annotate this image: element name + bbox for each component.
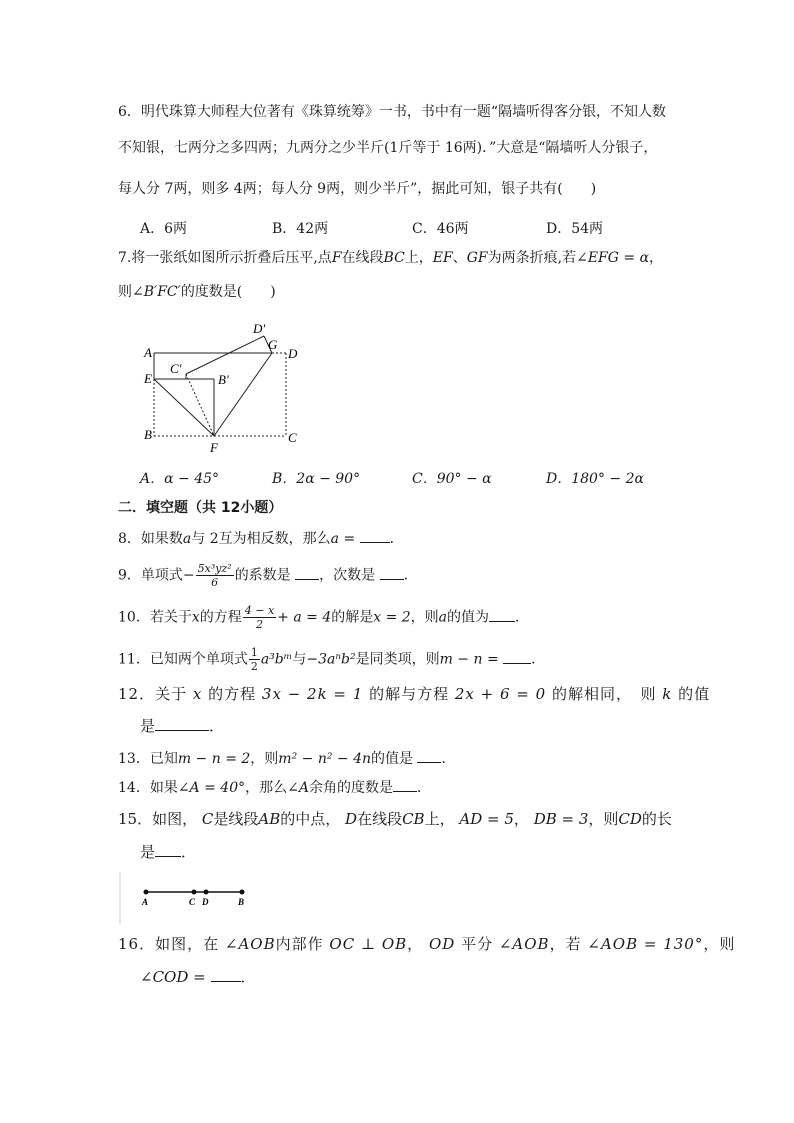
q15-var: CB [402,810,425,828]
q12-line1 [118,684,710,704]
q10 [118,604,529,631]
q10-den: 2 [255,618,263,631]
q10-num: 4 − x [244,604,275,617]
q13 [118,748,455,769]
q8-text: 与 2互为相反数，那么 [191,531,331,547]
label-c: C [189,897,196,907]
label-b: B [238,897,245,907]
q7-fold-figure [140,316,310,456]
q15-segment-figure [118,870,268,926]
q9-text: ，次数是 [319,567,376,584]
q12-expr: 3x − 2k = 1 [261,685,364,703]
q10-expr: + a = 4 [277,609,332,626]
q11-fraction [249,646,260,673]
q14-text: ，那么 [245,780,288,796]
q16-expr: ∠AOB = 130° [587,935,704,953]
label-c: C [288,430,297,445]
q15-text: 的长 [641,810,672,828]
label-g: G [268,337,278,352]
q16-var: OD [428,935,456,953]
label-d-prime: D′ [253,321,266,336]
q10-var: a [438,609,448,626]
q6-line3: 每人分 7两，则多 4两；每人分 9两，则少半斤”，据此可知，银子共有( ) [118,181,597,197]
line-cprime-dprime [186,336,264,374]
q16-expr: ∠AOB [498,935,550,953]
q11-num: 1 [250,646,258,659]
q7-text: 为两条折痕,若 [487,250,577,266]
point-a [144,890,149,895]
label-a: A [144,345,152,360]
q6-option-d[interactable]: D．54两 [546,221,604,237]
q7-option-b[interactable]: B．2α − 90° [272,471,361,487]
q9-text: ． [403,567,418,584]
line-cprime-f [186,374,214,436]
q13-text: 13．已知 [118,751,178,767]
q7-var: F [331,250,342,266]
q11-text: 与 [292,651,307,668]
q9-den: 6 [211,576,219,589]
q6-option-c[interactable]: C．46两 [412,221,469,237]
q6-option-b[interactable]: B．42两 [272,221,329,237]
q10-var: x [191,609,200,626]
q15-text: ． [181,843,197,861]
q15-var: D [345,810,358,828]
q10-text: 的方程 [199,609,242,626]
q12-text: 的值 [678,685,711,703]
q16-text: 平分 [461,935,494,953]
q16-text: ． [240,968,256,986]
line-ef [154,379,214,436]
q13-expr: m − n = 2 [177,751,251,767]
q12-var: x [192,685,203,703]
q8-var: a [182,531,192,547]
q15-text: 15．如图， [118,810,198,828]
q16-expr: OC ⊥ OB [329,935,408,953]
q16-expr: ∠AOB [224,935,276,953]
q10-text: ，则 [410,609,439,626]
q11 [118,646,545,673]
q9-text: 的系数是 [234,567,291,584]
q7-text: 则 [118,284,132,300]
q16-text: ， [407,935,424,953]
q15-text: 是 [140,843,156,861]
q16-expr: ∠COD = [140,968,206,986]
q16-text: ，则 [703,935,736,953]
q14-expr: ∠A = 40° [177,780,246,796]
q10-text: 的值为 [447,609,490,626]
q12-answer-blank[interactable] [155,716,209,731]
q13-text: ，则 [250,751,279,767]
q7-var: GF [466,250,488,266]
q16-text: 内部作 [275,935,324,953]
label-b-prime: B′ [218,372,229,387]
q15-line1 [118,809,672,829]
q15-line2 [140,842,196,862]
q15-text: 是线段 [213,810,259,828]
q12-expr: 2x + 6 = 0 [454,685,547,703]
q10-text: ． [515,609,530,626]
q9-sign: − [182,567,195,584]
q7-text: ， [649,250,664,266]
q6-line1: 6．明代珠算大师程大位著有《珠算统筹》一书，书中有一题“隔墙听得客分银，不知人数 [118,104,667,120]
q11-text: 是同类项，则 [355,651,440,668]
q13-expr: m² − n² − 4n [278,751,371,767]
q15-answer-blank[interactable] [155,842,181,857]
q9-coefficient-blank[interactable] [295,565,319,580]
q9 [118,562,418,589]
q7-var: EF [432,250,453,266]
q14-answer-blank[interactable] [393,777,417,792]
label-c-prime: C′ [170,361,182,376]
label-a: A [142,897,149,907]
q12-text: 的方程 [208,685,257,703]
q11-expr: −3aⁿb² [306,651,356,668]
point-d [204,890,209,895]
label-e: E [144,371,152,386]
q10-text: 10．若关于 [118,609,192,626]
q6-option-a[interactable]: A．6两 [140,221,188,237]
q7-option-a[interactable]: A．α − 45° [140,471,220,487]
q11-answer-blank[interactable] [503,649,531,664]
q12-var: k [662,685,673,703]
q16-text: 16．如图，在 [118,935,220,953]
q15-text: ，则 [588,810,619,828]
q12-line2 [140,716,224,736]
q15-var: C [201,810,214,828]
q7-line2 [118,282,276,302]
q7-text: 、 [452,250,467,266]
q9-num: 5x³yz² [197,562,232,575]
q15-text: ， [513,810,529,828]
q14 [118,777,431,798]
q7-text: 的度数是( ) [180,284,276,300]
q15-expr: AD = 5 [459,810,514,828]
label-d: D [202,897,209,907]
q7-text: 在线段 [341,250,384,266]
q10-expr: x = 2 [373,609,411,626]
q7-text: 7.将一张纸如图所示折叠后压平,点 [118,250,332,266]
q12-text: 是 [140,717,156,735]
q15-text: 在线段 [357,810,403,828]
q14-expr: ∠A [287,780,309,796]
label-d: D [288,346,298,361]
q16-answer-blank[interactable] [211,967,241,982]
q7-option-d[interactable]: D．180° − 2α [546,471,644,487]
q7-text: 上， [404,250,433,266]
q7-expr: ∠EFG = α [576,250,650,266]
q14-text: 14．如果 [118,780,178,796]
q8-expr: a = [330,531,356,547]
q12-text: ． [209,717,225,735]
q15-var: AB [258,810,281,828]
section-title: 二．填空题（共 12小题） [118,500,283,516]
q16-line1 [118,934,735,954]
q9-fraction [196,562,234,589]
q7-expr: ∠B′FC′ [132,284,181,300]
q16-text: ，若 [549,935,582,953]
q11-text: 11．已知两个单项式 [118,651,248,668]
q16-line2 [140,967,256,987]
q12-text: 的解与方程 [369,685,450,703]
q12-text: 的解相同， 则 [551,685,657,703]
q15-text: 上， [424,810,455,828]
q8-answer-blank[interactable] [360,528,390,543]
q13-text: ． [441,751,456,767]
q13-text: 的值是 [371,751,413,767]
q9-degree-blank[interactable] [380,565,404,580]
q12-text: 12．关于 [118,685,188,703]
q6-line2: 不知银，七两分之多四两；九两分之少半斤(1斤等于 16两)．”大意是“隔墙听人分银子， [118,140,658,156]
label-b: B [144,427,152,442]
q14-text: 余角的度数是 [308,780,393,796]
q13-answer-blank[interactable] [417,748,441,763]
q10-fraction [243,604,276,631]
q15-var: CD [618,810,642,828]
q7-line1 [118,248,663,268]
q8-text: 8．如果数 [118,531,183,547]
q11-expr: a³bᵐ [260,651,293,668]
q7-option-c[interactable]: C．90° − α [412,471,492,487]
q11-den: 2 [250,660,258,673]
q8-text: ． [389,531,404,547]
q9-text: 9．单项式 [118,567,183,584]
q15-text: 的中点， [280,810,341,828]
q14-text: ． [416,780,431,796]
q15-expr: DB = 3 [533,810,589,828]
q10-text: 的解是 [331,609,374,626]
point-b [240,890,245,895]
q8 [118,528,404,549]
q10-answer-blank[interactable] [489,607,515,622]
q7-var: BC [383,250,405,266]
q11-text: ． [531,651,546,668]
label-f: F [210,440,218,455]
point-c [192,890,197,895]
q11-expr: m − n = [439,651,499,668]
line-gf [214,353,272,436]
